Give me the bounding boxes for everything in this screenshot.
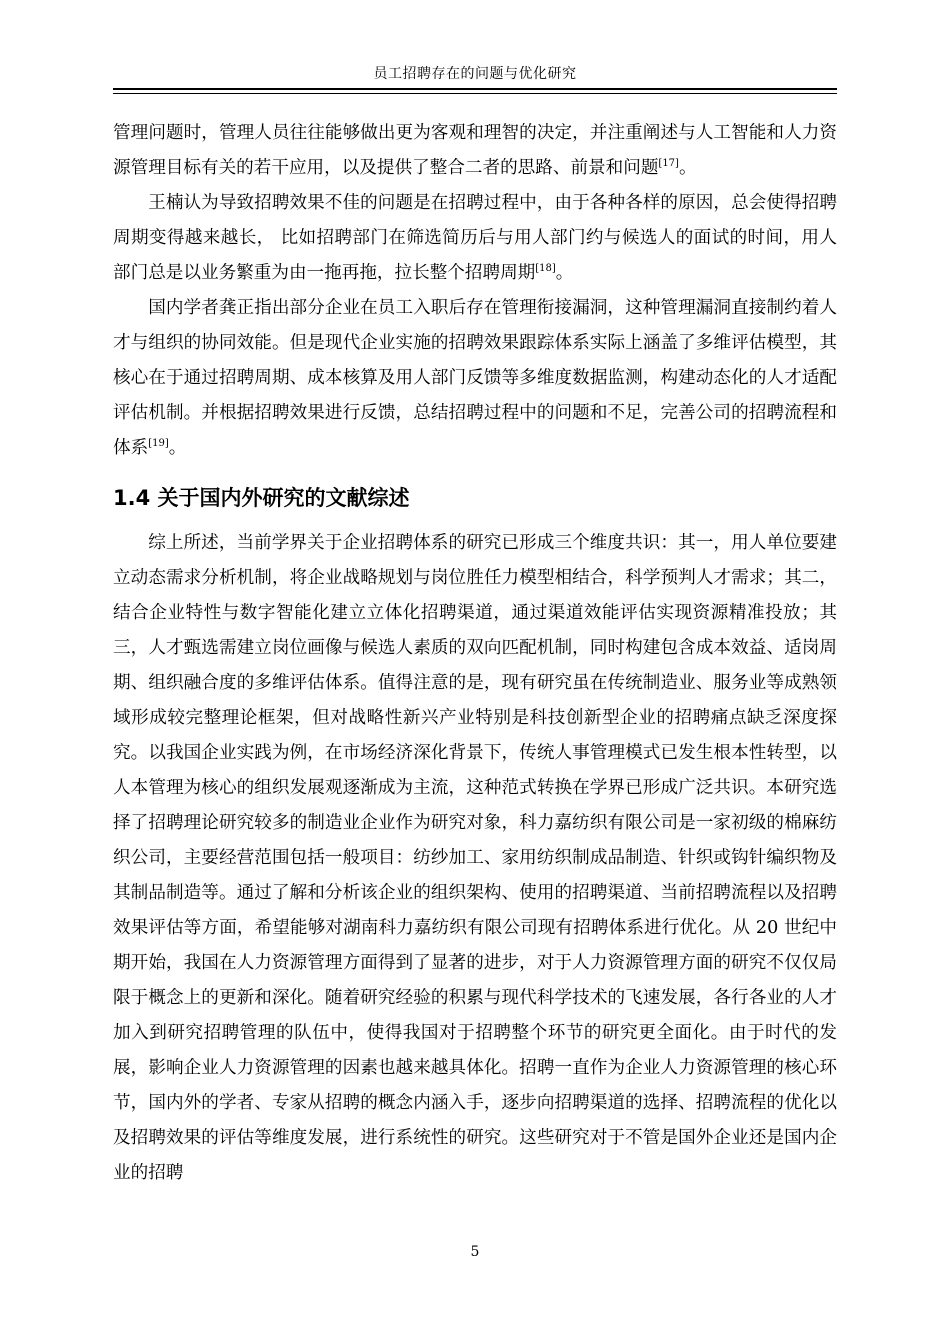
citation-17: [17] bbox=[658, 158, 679, 169]
page-number: 5 bbox=[470, 1244, 480, 1260]
paragraph-summary: 综上所述，当前学界关于企业招聘体系的研究已形成三个维度共识：其一，用人单位要建立动态需求分析机制，将企业战略规划与岗位胜任力模型相结合，科学预判人才需求；其二，结合企业特性与数字智能化建立立体化招聘渠道，通过渠道效能评估实现资源精准投放；其三，人才甄选需建立岗位画像与候选人素质的双向匹配机制，同时构建包含成本效益、适岗周期、组织融合度的多维评估体系。值得注意的是，现有研究虽在传统制造业、服务业等成熟领域形成较完整理论框架，但对战略性新兴产业特别是科技创新型企业的招聘痛点缺乏深度探究。以我国企业实践为例，在市场经济深化背景下，传统人事管理模式已发生根本性转型，以人本管理为核心的组织发展观逐渐成为主流，这种范式转换在学界已形成广泛共识。本研究选择了招聘理论研究较多的制造业企业作为研究对象，科力嘉纺织有限公司是一家初级的棉麻纺织公司，主要经营范围包括一般项目：纺纱加工、家用纺织制成品制造、针织或钩针编织物及其制品制造等。通过了解和分析该企业的组织架构、使用的招聘渠道、当前招聘流程以及招聘效果评估等方面，希望能够对湖南科力嘉纺织有限公司现有招聘体系进行优化。从 20 世纪中期开始，我国在人力资源管理方面得到了显著的进步，对于人力资源管理方面的研究不仅仅局限于概念上的更新和深化。随着研究经验的积累与现代科学技术的飞速发展，各行各业的人才加入到研究招聘管理的队伍中，使得我国对于招聘整个环节的研究更全面化。由于时代的发展，影响企业人力资源管理的因素也越来越具体化。招聘一直作为企业人力资源管理的核心环节，国内外的学者、专家从招聘的概念内涵入手，逐步向招聘渠道的选择、招聘流程的优化以及招聘效果的评估等维度发展，进行系统性的研究。这些研究对于不管是国外企业还是国内企业的招聘 bbox=[113, 533, 837, 1183]
paragraph-text: 王楠认为导致招聘效果不佳的问题是在招聘过程中，由于各种各样的原因，总会使得招聘周期变得越来越长， 比如招聘部门在筛选简历后与用人部门约与候选人的面试的时间，用人部门总是以业务繁重为由一拖再拖，拉长整个招聘周期 bbox=[113, 193, 837, 283]
citation-19: [19] bbox=[148, 438, 169, 449]
paragraph-continuation bbox=[113, 116, 837, 186]
header-rule-thick bbox=[113, 88, 837, 90]
body-text bbox=[113, 116, 837, 1191]
running-header: 员工招聘存在的问题与优化研究 bbox=[373, 66, 577, 82]
section-heading: 1.4 关于国内外研究的文献综述 bbox=[113, 486, 410, 510]
paragraph-end: 。 bbox=[168, 438, 187, 458]
paragraph-gongzheng bbox=[113, 291, 837, 466]
paragraph-wangnan bbox=[113, 186, 837, 291]
citation-18: [18] bbox=[535, 263, 556, 274]
paragraph-text: 管理问题时，管理人员往往能够做出更为客观和理智的决定，并注重阐述与人工智能和人力资源管理目标有关的若干应用，以及提供了整合二者的思路、前景和问题 bbox=[113, 123, 837, 178]
paragraph-text: 国内学者龚正指出部分企业在员工入职后存在管理衔接漏洞，这种管理漏洞直接制约着人才与组织的协同效能。但是现代企业实施的招聘效果跟踪体系实际上涵盖了多维评估模型，其核心在于通过招聘周期、成本核算及用人部门反馈等多维度数据监测，构建动态化的人才适配评估机制。并根据招聘效果进行反馈，总结招聘过程中的问题和不足，完善公司的招聘流程和体系 bbox=[113, 298, 837, 458]
header-rule-thin bbox=[113, 93, 837, 94]
paragraph-end: 。 bbox=[555, 263, 574, 283]
paragraph-end: 。 bbox=[678, 158, 697, 178]
